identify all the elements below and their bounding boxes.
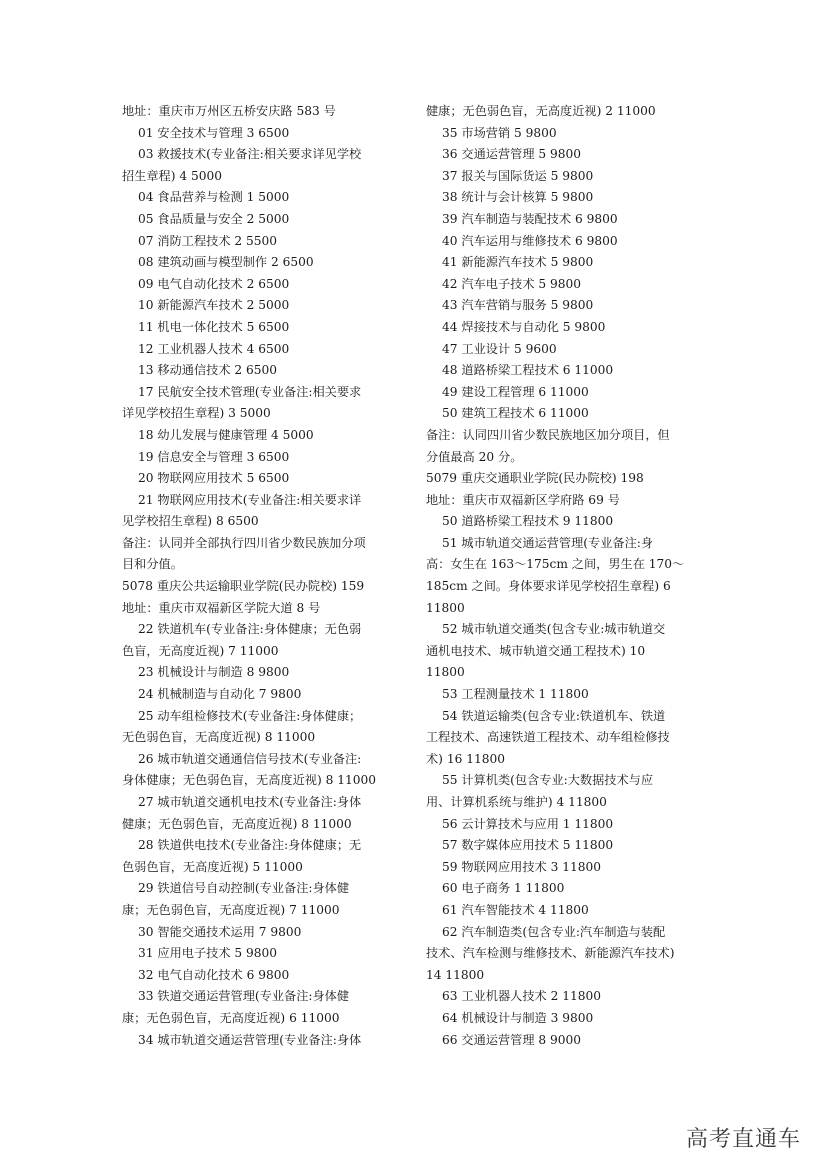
text-line: 色盲，无高度近视) 7 11000 xyxy=(122,643,279,658)
text-line: 04 食品营养与检测 1 5000 xyxy=(138,190,290,205)
left-column xyxy=(122,101,400,1051)
text-line: 47 工业设计 5 9600 xyxy=(442,341,557,356)
text-line: 备注：认同四川省少数民族地区加分项目，但 xyxy=(426,427,670,442)
text-line: 分值最高 20 分。 xyxy=(426,449,523,464)
text-line: 工程技术、高速铁道工程技术、动车组检修技 xyxy=(426,730,670,745)
text-line: 44 焊接技术与自动化 5 9800 xyxy=(442,319,606,334)
text-line: 5078 重庆公共运输职业学院(民办院校) 159 xyxy=(122,579,365,594)
text-line: 见学校招生章程) 8 6500 xyxy=(122,514,259,529)
text-line: 41 新能源汽车技术 5 9800 xyxy=(442,255,594,270)
text-line: 64 机械设计与制造 3 9800 xyxy=(442,1010,594,1025)
text-line: 28 铁道供电技术(专业备注:身体健康；无 xyxy=(138,838,362,853)
text-line: 色弱色盲，无高度近视) 5 11000 xyxy=(122,859,303,874)
text-line: 术) 16 11800 xyxy=(426,751,505,766)
text-line: 34 城市轨道交通运营管理(专业备注:身体 xyxy=(138,1032,362,1047)
text-line: 37 报关与国际货运 5 9800 xyxy=(442,168,594,183)
text-line: 12 工业机器人技术 4 6500 xyxy=(138,341,290,356)
text-line: 25 动车组检修技术(专业备注:身体健康； xyxy=(138,708,362,723)
right-column xyxy=(426,101,708,1051)
text-line: 地址：重庆市双福新区学院大道 8 号 xyxy=(122,600,321,615)
text-line: 09 电气自动化技术 2 6500 xyxy=(138,276,290,291)
text-line: 地址：重庆市万州区五桥安庆路 583 号 xyxy=(122,104,336,118)
text-line: 31 应用电子技术 5 9800 xyxy=(138,946,278,961)
text-line: 48 道路桥梁工程技术 6 11000 xyxy=(442,363,614,378)
text-line: 56 云计算技术与应用 1 11800 xyxy=(442,816,614,831)
text-line: 21 物联网应用技术(专业备注:相关要求详 xyxy=(138,492,362,507)
text-line: 38 统计与会计核算 5 9800 xyxy=(442,190,594,205)
text-line: 10 新能源汽车技术 2 5000 xyxy=(138,298,290,313)
text-line: 目和分值。 xyxy=(122,557,183,572)
text-line: 身体健康；无色弱色盲，无高度近视) 8 11000 xyxy=(122,773,377,788)
text-line: 62 汽车制造类(包含专业:汽车制造与装配 xyxy=(442,924,666,939)
text-line: 22 铁道机车(专业备注:身体健康；无色弱 xyxy=(138,622,362,637)
text-line: 59 物联网应用技术 3 11800 xyxy=(442,859,601,874)
text-line: 5079 重庆交通职业学院(民办院校) 198 xyxy=(426,471,644,486)
text-line: 18 幼儿发展与健康管理 4 5000 xyxy=(138,427,314,442)
text-line: 50 道路桥梁工程技术 9 11800 xyxy=(442,514,614,529)
text-line: 30 智能交通技术运用 7 9800 xyxy=(138,924,302,939)
text-line: 27 城市轨道交通机电技术(专业备注:身体 xyxy=(138,795,362,809)
text-line: 35 市场营销 5 9800 xyxy=(442,125,557,140)
text-line: 55 计算机类(包含专业:大数据技术与应 xyxy=(442,773,654,788)
text-line: 57 数字媒体应用技术 5 11800 xyxy=(442,838,614,853)
text-line: 13 移动通信技术 2 6500 xyxy=(138,363,278,378)
text-line: 54 铁道运输类(包含专业:铁道机车、铁道 xyxy=(442,708,666,723)
text-line: 高：女生在 163～175cm 之间，男生在 170～ xyxy=(426,557,685,572)
text-line: 招生章程) 4 5000 xyxy=(122,168,223,183)
text-line: 49 建设工程管理 6 11000 xyxy=(442,384,589,399)
text-line: 08 建筑动画与模型制作 2 6500 xyxy=(138,255,314,270)
text-line: 39 汽车制造与装配技术 6 9800 xyxy=(442,211,618,226)
watermark-logo: 高考直通车 xyxy=(685,1127,801,1152)
text-line: 33 铁道交通运营管理(专业备注:身体健 xyxy=(138,989,350,1004)
text-line: 20 物联网应用技术 5 6500 xyxy=(138,471,290,486)
text-line: 42 汽车电子技术 5 9800 xyxy=(442,276,582,291)
text-line: 24 机械制造与自动化 7 9800 xyxy=(138,687,302,702)
text-line: 通机电技术、城市轨道交通工程技术) 10 xyxy=(426,643,646,658)
text-line: 无色弱色盲，无高度近视) 8 11000 xyxy=(122,730,316,745)
text-line: 43 汽车营销与服务 5 9800 xyxy=(442,298,594,313)
text-line: 康；无色弱色盲，无高度近视) 7 11000 xyxy=(122,902,340,917)
text-line: 19 信息安全与管理 3 6500 xyxy=(138,449,290,464)
text-line: 备注：认同并全部执行四川省少数民族加分项 xyxy=(122,535,366,550)
text-line: 185cm 之间。身体要求详见学校招生章程) 6 xyxy=(426,579,671,594)
text-line: 26 城市轨道交通通信信号技术(专业备注: xyxy=(138,751,362,766)
text-line: 05 食品质量与安全 2 5000 xyxy=(138,211,290,226)
text-line: 11 机电一体化技术 5 6500 xyxy=(138,319,290,334)
text-line: 60 电子商务 1 11800 xyxy=(442,881,565,896)
text-line: 用、计算机系统与维护) 4 11800 xyxy=(426,795,607,809)
text-line: 40 汽车运用与维修技术 6 9800 xyxy=(442,233,618,248)
text-line: 29 铁道信号自动控制(专业备注:身体健 xyxy=(138,881,350,896)
text-line: 63 工业机器人技术 2 11800 xyxy=(442,989,601,1004)
text-line: 66 交通运营管理 8 9000 xyxy=(442,1032,582,1047)
text-line: 07 消防工程技术 2 5500 xyxy=(138,233,278,248)
text-line: 03 救援技术(专业备注:相关要求详见学校 xyxy=(138,147,362,162)
text-line: 23 机械设计与制造 8 9800 xyxy=(138,665,290,680)
text-line: 17 民航安全技术管理(专业备注:相关要求 xyxy=(138,384,362,399)
text-line: 01 安全技术与管理 3 6500 xyxy=(138,125,290,140)
text-line: 康；无色弱色盲，无高度近视) 6 11000 xyxy=(122,1010,340,1025)
text-line: 50 建筑工程技术 6 11000 xyxy=(442,406,589,421)
text-line: 53 工程测量技术 1 11800 xyxy=(442,687,589,702)
text-line: 14 11800 xyxy=(426,967,485,982)
text-line: 36 交通运营管理 5 9800 xyxy=(442,147,582,162)
text-line: 详见学校招生章程) 3 5000 xyxy=(122,406,271,421)
text-line: 11800 xyxy=(426,600,465,615)
text-line: 11800 xyxy=(426,665,465,680)
text-line: 52 城市轨道交通类(包含专业:城市轨道交 xyxy=(442,622,666,637)
text-line: 61 汽车智能技术 4 11800 xyxy=(442,902,589,917)
text-line: 健康；无色弱色盲，无高度近视) 8 11000 xyxy=(122,816,352,831)
text-line: 32 电气自动化技术 6 9800 xyxy=(138,967,290,982)
text-line: 51 城市轨道交通运营管理(专业备注:身 xyxy=(442,535,654,550)
text-line: 技术、汽车检测与维修技术、新能源汽车技术) xyxy=(426,946,675,961)
text-line: 地址：重庆市双福新区学府路 69 号 xyxy=(426,492,620,507)
text-line: 健康；无色弱色盲，无高度近视) 2 11000 xyxy=(426,104,656,118)
